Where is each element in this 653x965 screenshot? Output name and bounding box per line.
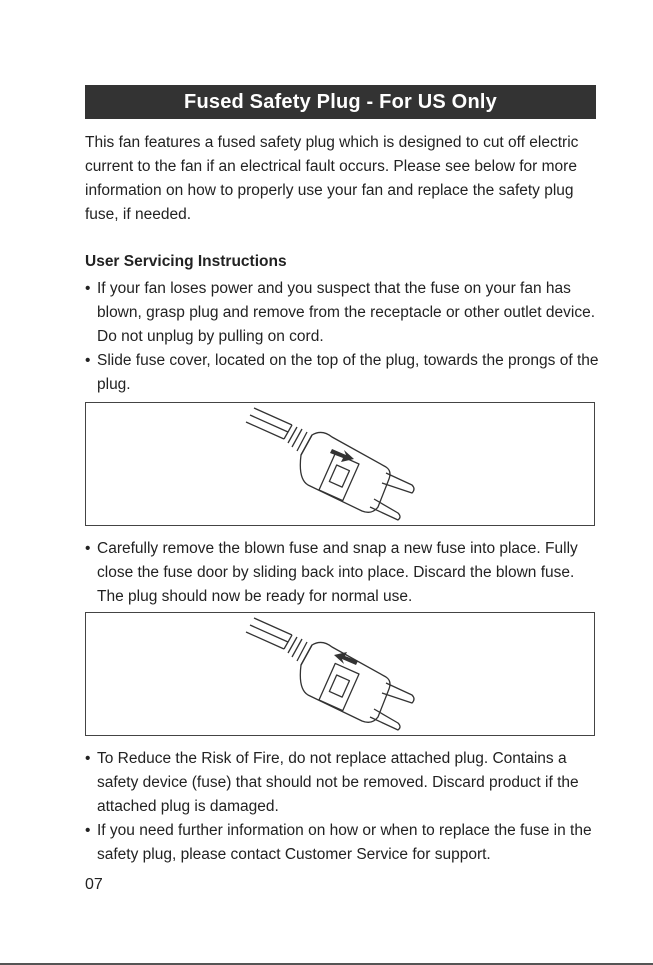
intro-paragraph: This fan features a fused safety plug which is designed to cut off electric current to the fan if an electrical fault occurs. Please see below for more information on how to properly use your fan and replace the safety plug fuse, if needed.: [85, 134, 579, 223]
bullet-item: • Slide fuse cover, located on the top of the plug, towards the prongs of the plug.: [85, 349, 600, 397]
plug-fuse-cover-close-icon: [86, 613, 594, 735]
bullet-item: • If your fan loses power and you suspect that the fuse on your fan has blown, grasp plug and remove from the receptacle or other outlet device. Do not unplug by pulling on cord.: [85, 277, 600, 349]
plug-illustration-open: [85, 402, 595, 526]
plug-illustration-close: [85, 612, 595, 736]
bullet-item: • If you need further information on how or when to replace the fuse in the safety plug, please contact Customer Service for support.: [85, 819, 600, 867]
page-title: Fused Safety Plug - For US Only: [85, 85, 596, 119]
section-heading: User Servicing Instructions: [85, 253, 287, 270]
bullet-item: • Carefully remove the blown fuse and snap a new fuse into place. Fully close the fuse door by sliding back into place. Discard the blown fuse. The plug should now be ready for normal use.: [85, 537, 600, 609]
bullet-item: • To Reduce the Risk of Fire, do not replace attached plug. Contains a safety device (fuse) that should not be removed. Discard product if the attached plug is damaged.: [85, 747, 600, 819]
page-number: 07: [85, 876, 103, 893]
plug-fuse-cover-open-icon: [86, 403, 594, 525]
